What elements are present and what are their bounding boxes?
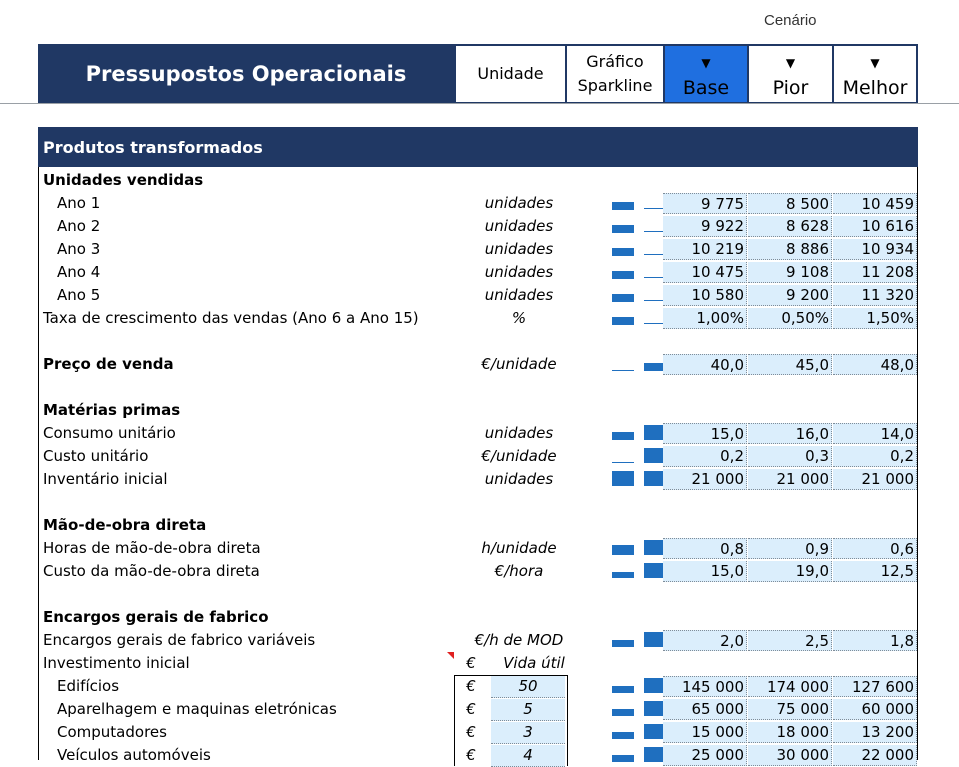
base-value-cell[interactable]: 25 000	[663, 745, 747, 766]
table-row: Aparelhagem e maquinas eletrónicas € 5 65 000 75 000 60 000	[39, 698, 917, 721]
group-heading: Mão-de-obra direta	[43, 516, 207, 534]
table-row: Custo da mão-de-obra direta €/hora 15,0 19,0 12,5	[39, 560, 917, 583]
scenario-label: Cenário	[764, 12, 817, 29]
base-value-cell[interactable]: 10 580	[663, 285, 747, 306]
base-value-cell[interactable]: 15 000	[663, 722, 747, 743]
sparkline	[572, 468, 662, 491]
pior-value-cell[interactable]: 8 628	[748, 216, 832, 237]
table-row: Edifícios € 50 145 000 174 000 127 600	[39, 675, 917, 698]
sparkline	[572, 721, 662, 744]
table-row: Ano 5 unidades 10 580 9 200 11 320	[39, 284, 917, 307]
base-value-cell[interactable]: 65 000	[663, 699, 747, 720]
sparkline	[572, 560, 662, 583]
melhor-value-cell[interactable]: 1,8	[833, 630, 917, 651]
useful-life-header: Vida útil	[503, 654, 565, 672]
sparkline	[572, 215, 662, 238]
melhor-value-cell[interactable]: 11 208	[833, 262, 917, 283]
useful-life-cell[interactable]: 50	[491, 676, 565, 698]
scenario-pior-header[interactable]: ▼ Pior	[749, 46, 832, 102]
useful-life-cell[interactable]: 5	[491, 699, 565, 721]
pior-value-cell[interactable]: 0,3	[748, 446, 832, 467]
base-value-cell[interactable]: 21 000	[663, 469, 747, 490]
pior-value-cell[interactable]: 45,0	[748, 354, 832, 375]
table-row: Custo unitário €/unidade 0,2 0,3 0,2	[39, 445, 917, 468]
sparkline	[572, 629, 662, 652]
table-row: Inventário inicial unidades 21 000 21 000 21 000	[39, 468, 917, 491]
table-row: Veículos automóveis € 4 25 000 30 000 22 000	[39, 744, 917, 767]
table-row: Taxa de crescimento das vendas (Ano 6 a Ano 15) % 1,00% 0,50% 1,50%	[39, 307, 917, 330]
pior-value-cell[interactable]: 8 886	[748, 239, 832, 260]
useful-life-cell[interactable]: 4	[491, 745, 565, 767]
melhor-value-cell[interactable]: 0,2	[833, 446, 917, 467]
table-row: Ano 3 unidades 10 219 8 886 10 934	[39, 238, 917, 261]
melhor-value-cell[interactable]: 14,0	[833, 423, 917, 444]
sparkline	[572, 698, 662, 721]
pior-value-cell[interactable]: 19,0	[748, 561, 832, 582]
group-heading: Matérias primas	[43, 401, 181, 419]
pior-value-cell[interactable]: 0,9	[748, 538, 832, 559]
page-title: Pressupostos Operacionais	[85, 62, 407, 86]
sparkline	[572, 192, 662, 215]
sparkline	[572, 445, 662, 468]
dropdown-arrow-icon[interactable]: ▼	[870, 56, 880, 70]
dropdown-arrow-icon[interactable]: ▼	[701, 56, 711, 70]
section-header: Produtos transformados	[38, 127, 918, 167]
base-value-cell[interactable]: 9 922	[663, 216, 747, 237]
melhor-value-cell[interactable]: 22 000	[833, 745, 917, 766]
table-row: Computadores € 3 15 000 18 000 13 200	[39, 721, 917, 744]
pior-value-cell[interactable]: 18 000	[748, 722, 832, 743]
unit-column-header: Unidade	[456, 46, 565, 102]
table-right-border	[917, 167, 918, 760]
table-row: Horas de mão-de-obra direta h/unidade 0,8 0,9 0,6	[39, 537, 917, 560]
melhor-value-cell[interactable]: 10 459	[833, 193, 917, 214]
pior-value-cell[interactable]: 21 000	[748, 469, 832, 490]
melhor-value-cell[interactable]: 13 200	[833, 722, 917, 743]
scenario-base-header[interactable]: ▼ Base	[665, 46, 747, 102]
sparkline	[572, 422, 662, 445]
table-row: Encargos gerais de fabrico variáveis €/h de MOD 2,0 2,5 1,8	[39, 629, 917, 652]
useful-life-cell[interactable]: 3	[491, 722, 565, 744]
pior-value-cell[interactable]: 8 500	[748, 193, 832, 214]
sparkline	[572, 238, 662, 261]
pior-value-cell[interactable]: 30 000	[748, 745, 832, 766]
group-heading: Encargos gerais de fabrico	[43, 608, 269, 626]
base-value-cell[interactable]: 40,0	[663, 354, 747, 375]
pior-value-cell[interactable]: 16,0	[748, 423, 832, 444]
group-heading: Unidades vendidas	[43, 171, 204, 189]
dropdown-arrow-icon[interactable]: ▼	[785, 56, 796, 70]
pior-value-cell[interactable]: 2,5	[748, 630, 832, 651]
pior-value-cell[interactable]: 0,50%	[748, 308, 832, 329]
base-value-cell[interactable]: 145 000	[663, 676, 747, 697]
base-value-cell[interactable]: 10 219	[663, 239, 747, 260]
table-row: Ano 2 unidades 9 922 8 628 10 616	[39, 215, 917, 238]
base-value-cell[interactable]: 9 775	[663, 193, 747, 214]
melhor-value-cell[interactable]: 0,6	[833, 538, 917, 559]
table-row: Consumo unitário unidades 15,0 16,0 14,0	[39, 422, 917, 445]
scenario-melhor-header[interactable]: ▼ Melhor	[834, 46, 916, 102]
base-value-cell[interactable]: 2,0	[663, 630, 747, 651]
base-value-cell[interactable]: 0,2	[663, 446, 747, 467]
sparkline	[572, 307, 662, 330]
base-value-cell[interactable]: 1,00%	[663, 308, 747, 329]
pior-value-cell[interactable]: 9 200	[748, 285, 832, 306]
sparkline	[572, 284, 662, 307]
sparkline	[572, 675, 662, 698]
table-row: Investimento inicial € Vida útil	[39, 652, 917, 675]
melhor-value-cell[interactable]: 11 320	[833, 285, 917, 306]
melhor-value-cell[interactable]: 10 616	[833, 216, 917, 237]
melhor-value-cell[interactable]: 1,50%	[833, 308, 917, 329]
pior-value-cell[interactable]: 75 000	[748, 699, 832, 720]
melhor-value-cell[interactable]: 127 600	[833, 676, 917, 697]
pior-value-cell[interactable]: 9 108	[748, 262, 832, 283]
base-value-cell[interactable]: 0,8	[663, 538, 747, 559]
sparkline	[572, 744, 662, 767]
melhor-value-cell[interactable]: 48,0	[833, 354, 917, 375]
sparkline	[572, 537, 662, 560]
table-row: Ano 1 unidades 9 775 8 500 10 459	[39, 192, 917, 215]
pior-value-cell[interactable]: 174 000	[748, 676, 832, 697]
melhor-value-cell[interactable]: 60 000	[833, 699, 917, 720]
sparkline	[572, 261, 662, 284]
melhor-value-cell[interactable]: 21 000	[833, 469, 917, 490]
table-row: Ano 4 unidades 10 475 9 108 11 208	[39, 261, 917, 284]
sparkline	[572, 353, 662, 376]
divider	[0, 103, 959, 104]
table-row: Preço de venda €/unidade 40,0 45,0 48,0	[39, 353, 917, 376]
base-value-cell[interactable]: 15,0	[663, 423, 747, 444]
base-value-cell[interactable]: 10 475	[663, 262, 747, 283]
base-value-cell[interactable]: 15,0	[663, 561, 747, 582]
sparkline-column-header: Gráfico Sparkline	[567, 46, 663, 102]
melhor-value-cell[interactable]: 12,5	[833, 561, 917, 582]
melhor-value-cell[interactable]: 10 934	[833, 239, 917, 260]
